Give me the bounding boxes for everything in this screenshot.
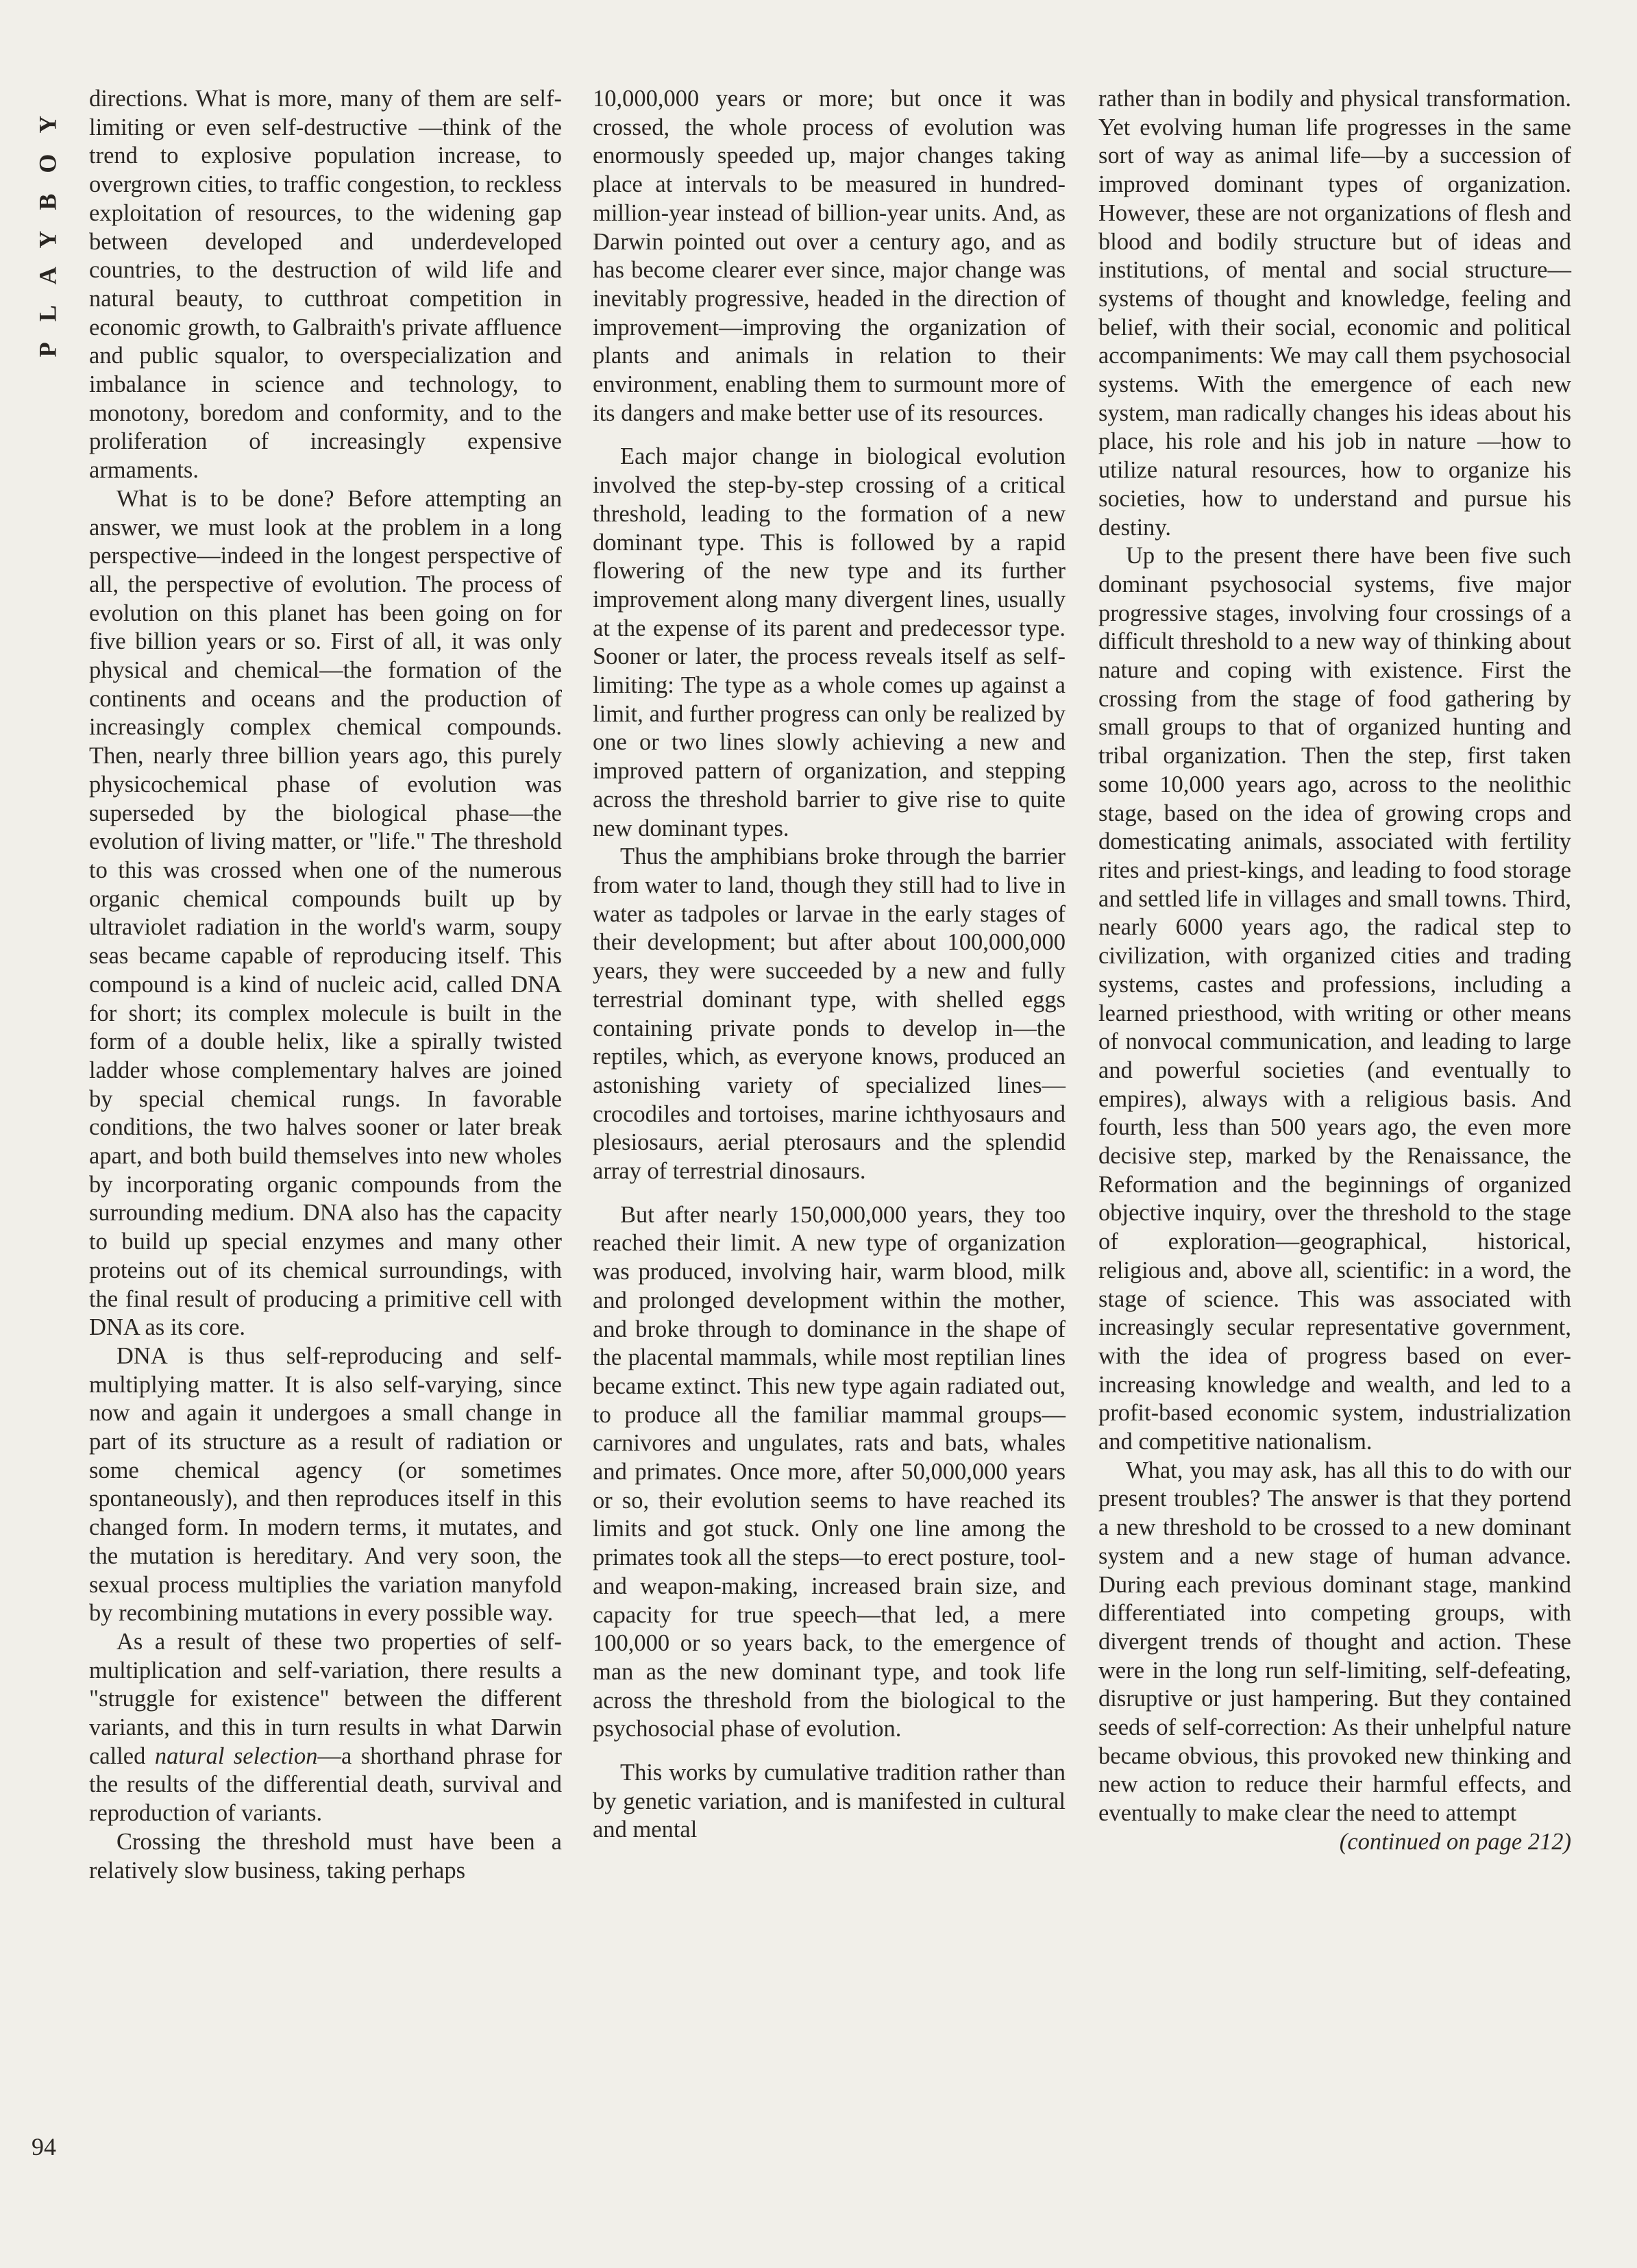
paragraph: rather than in bodily and physical transformation. Yet evolving human life progresses in the same sort of way as animal life—by a succession of improved dominant types of organization. However, these are not organizations of flesh and blood and bodily structure but of ideas and institutions, of mental and social structure—systems of thought and knowledge, feeling and belief, with their social, economic and political accompaniments: We may call them psychosocial systems. With the emergence of each new system, man radically changes his ideas about his place, his role and his job in nature —how to utilize natural resources, how to organize his societies, how to understand and pursue his destiny. [1098,86,1571,541]
paragraph: This works by cumulative tradition rather than by genetic variation, and is manifested in cultural and mental [593,1760,1066,1843]
paragraph: Thus the amphibians broke through the barrier from water to land, though they still had to live in water as tadpoles or larvae in the early stages of their development; but after about 100,000,000 years, they were succeeded by a new and fully terrestrial dominant type, with shelled eggs containing private ponds to develop in—the reptiles, which, as everyone knows, produced an astonishing variety of specialized lines—crocodiles and tortoises, marine ichthyosaurs and plesiosaurs, aerial pterosaurs and the splendid array of terrestrial dinosaurs. [593,843,1066,1185]
text-column-1 [89,85,562,2182]
paragraph [89,1628,562,1828]
paragraph: 10,000,000 years or more; but once it was crossed, the whole process of evolution was enormously speeded up, major changes taking place at intervals to be measured in hundred-million-year instead of billion-year units. And, as Darwin pointed out over a century ago, and as has become clearer ever since, major change was inevitably progressive, headed in the direction of improvement—improving the organization of plants and animals in relation to their environment, enabling them to surmount more of its dangers and make better use of its resources. [593,86,1066,426]
paragraph: Up to the present there have been five such dominant psychosocial systems, five major progressive stages, involving four crossings of a difficult threshold to a new way of thinking about nature and coping with existence. First the crossing from the stage of food gathering by small groups to that of organized hunting and tribal organization. Then the step, first taken some 10,000 years ago, across to the neolithic stage, based on the idea of growing crops and domesticating animals, associated with fertility rites and priest-kings, and leading to food storage and settled life in villages and small towns. Third, nearly 6000 years ago, the radical step to civilization, with organized cities and trading systems, castes and professions, including a learned priesthood, with writing or other means of nonvocal communication, and leading to large and powerful societies (and eventually to empires), always with a religious basis. And fourth, less than 500 years ago, the even more decisive step, marked by the Renaissance, the Reformation and the beginnings of organized objective inquiry, over the threshold to the stage of exploration—geographical, historical, religious and, above all, scientific: in a word, the stage of science. This was associated with increasingly secular representative government, with the idea of progress based on ever-increasing knowledge and wealth, and led to a profit-based economic system, industrialization and competitive nationalism. [1098,543,1571,1455]
text-column-2 [593,85,1066,2182]
paragraph: But after nearly 150,000,000 years, they too reached their limit. A new type of organization was produced, involving hair, warm blood, milk and prolonged development within the mother, and broke through to dominance in the shape of the placental mammals, while most reptilian lines became extinct. This new type again radiated out, to produce all the familiar mammal groups—carnivores and ungulates, rats and bats, whales and primates. Once more, after 50,000,000 years or so, their evolution seems to have reached its limits and got stuck. Only one line among the primates took all the steps—to erect posture, tool- and weapon-making, increased brain size, and capacity for true speech—that led, a mere 100,000 or so years back, to the emergence of man as the new dominant type, and took life across the threshold from the biological to the psychosocial phase of evolution. [593,1201,1066,1742]
paragraph-text: As a result of these two properties of self-multiplication and self-variation, there results a "struggle for existence" between the different variants, and this in turn results in what Darwin called [89,1628,562,1769]
paragraph-text: —a shorthand phrase for the results of the differential death, survival and reproduction of variants. [89,1742,562,1827]
emphasized-term: natural selection [154,1742,318,1769]
text-column-3 [1098,85,1571,2182]
paragraph: DNA is thus self-reproducing and self-multiplying matter. It is also self-varying, since now and again it undergoes a small change in part of its structure as a result of radiation or some chemical agency (or sometimes spontaneously), and then reproduces itself in this changed form. In modern terms, it mutates, and the mutation is hereditary. And very soon, the sexual process multiplies the variation manyfold by recombining mutations in every possible way. [89,1342,562,1627]
paragraph: What, you may ask, has all this to do with our present troubles? The answer is that they portend a new threshold to be crossed to a new dominant system and a new stage of human advance. During each previous dominant stage, mankind differentiated into competing groups, with divergent trends of thought and action. These were in the long run self-limiting, self-defeating, disruptive or just hampering. But they contained seeds of self-correction: As their unhelpful nature became obvious, this provoked new thinking and new action to reduce their harmful effects, and eventually to make clear the need to attempt [1098,1457,1571,1827]
paragraph: What is to be done? Before attempting an answer, we must look at the problem in a long perspective—indeed in the longest perspective of all, the perspective of evolution. The process of evolution on this planet has been going on for five billion years or so. First of all, it was only physical and chemical—the formation of the continents and oceans and the production of increasingly complex chemical compounds. Then, nearly three billion years ago, this purely physicochemical phase of evolution was superseded by the biological phase—the evolution of living matter, or "life." The threshold to this was crossed when one of the numerous organic chemical compounds built up by ultraviolet radiation in the world's warm, soupy seas became capable of reproducing itself. This compound is a kind of nucleic acid, called DNA for short; its complex molecule is built in the form of a double helix, like a spirally twisted ladder whose complementary halves are joined by special chemical rungs. In favorable conditions, the two halves sooner or later break apart, and both build themselves into new wholes by incorporating organic compounds from the surrounding medium. DNA also has the capacity to build up special enzymes and many other proteins out of its chemical surroundings, with the final result of producing a primitive cell with DNA as its core. [89,485,562,1341]
magazine-name: PLAYBOY [34,95,61,358]
page-number: 94 [32,2133,56,2160]
paragraph: Crossing the threshold must have been a relatively slow business, taking perhaps [89,1828,562,1884]
magazine-name-vertical [30,82,64,370]
paragraph: directions. What is more, many of them are self-limiting or even self-destructive —think of the trend to explosive population increase, to overgrown cities, to traffic congestion, to reckless exploitation of resources, to the widening gap between developed and underdeveloped countries, to the destruction of wild life and natural beauty, to cutthroat competition in economic growth, to Galbraith's private affluence and public squalor, to overspecialization and imbalance in science and technology, to monotony, boredom and conformity, and to the proliferation of increasingly expensive armaments. [89,86,562,484]
continued-on-page-note: (continued on page 212) [1339,1828,1571,1855]
paragraph: Each major change in biological evolution involved the step-by-step crossing of a critical threshold, leading to the formation of a new dominant type. This is followed by a rapid flowering of the new type and its further improvement along many divergent lines, usually at the expense of its parent and predecessor type. Sooner or later, the process reveals itself as self-limiting: The type as a whole comes up against a limit, and further progress can only be realized by one or two lines slowly achieving a new and improved pattern of organization, and stepping across the threshold barrier to give rise to quite new dominant types. [593,443,1066,841]
